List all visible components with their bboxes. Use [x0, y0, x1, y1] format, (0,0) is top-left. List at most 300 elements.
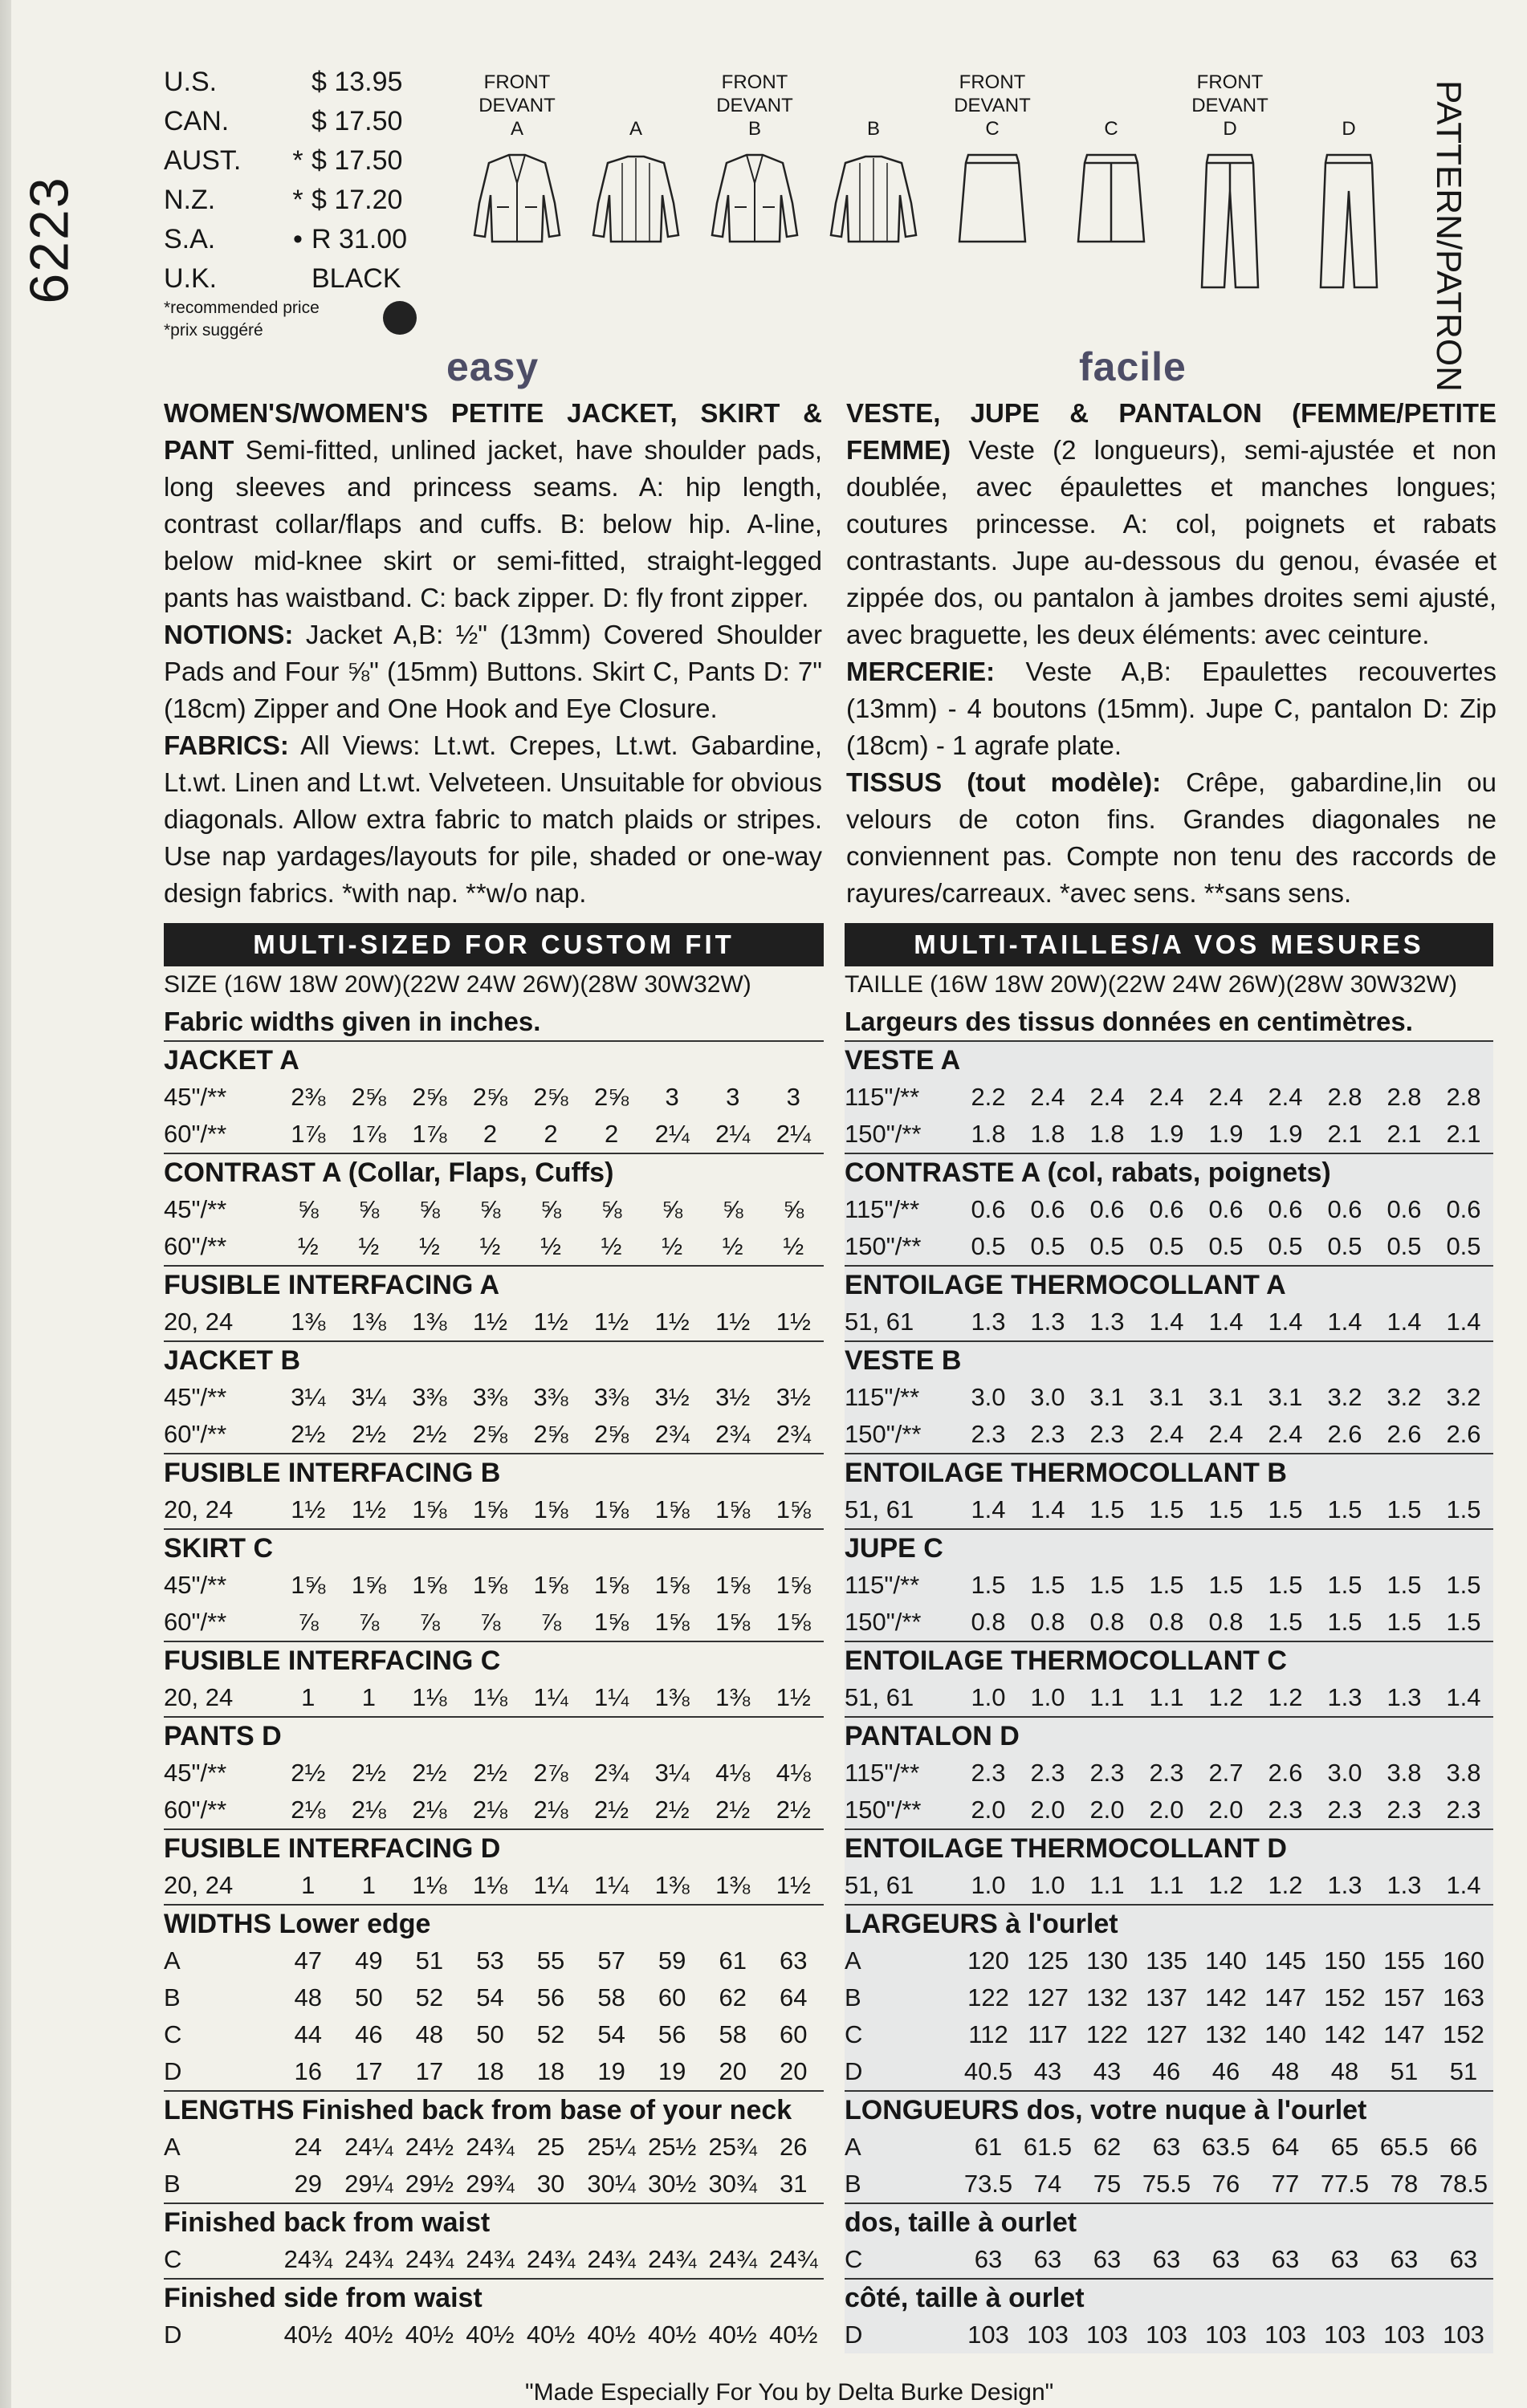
- description-french: [846, 395, 1496, 912]
- table-cell: 73.5: [963, 2170, 1013, 2198]
- table-cell: 2.0: [1030, 1796, 1065, 1824]
- table-cell: 1.3: [1089, 1308, 1125, 1336]
- table-cell: 2.3: [1149, 1759, 1184, 1787]
- table-cell: 1.5: [1387, 1495, 1422, 1523]
- table-cell: 1⅞: [291, 1120, 326, 1148]
- table-cell: 1.3: [1387, 1871, 1422, 1899]
- table-row: [845, 1867, 1493, 1904]
- row-label: 51, 61: [845, 1495, 914, 1523]
- table-cell: 2½: [472, 1759, 508, 1787]
- table-row: [164, 1228, 824, 1265]
- row-label: 45"/**: [164, 1083, 227, 1111]
- fabrics-text: All Views: Lt.wt. Crepes, Lt.wt. Gabardine, Lt.wt. Linen and Lt.wt. Velveteen. Unsuitable for obvious diagonals. Allow extra fabric to match plaids or stripes. Use nap yardages/layouts for pile, shaded or one-way design fabrics. *with nap. **w/o nap.: [164, 730, 823, 908]
- garment-view-c: [1055, 117, 1167, 247]
- table-cell: 2⅝: [594, 1420, 629, 1448]
- garment-view-b: [817, 117, 930, 247]
- table-cell: 1⅜: [654, 1871, 690, 1899]
- table-cell: 3¼: [654, 1759, 690, 1787]
- table-cell: 1.1: [1149, 1683, 1184, 1711]
- table-cell: 1½: [715, 1308, 751, 1336]
- table-cell: 24¾: [708, 2245, 757, 2273]
- table-cell: 57: [597, 1946, 625, 1975]
- table-section: [845, 2278, 1493, 2353]
- table-section: [164, 1716, 824, 1828]
- table-cell: 1⅞: [412, 1120, 447, 1148]
- table-cell: 75: [1093, 2170, 1122, 2198]
- description-body: Semi-fitted, unlined jacket, have shoulder pads, long sleeves and princess seams. A: hip length, contrast collar/flaps and cuffs. B: below hip. A-line, below mid-knee skirt or semi-fitted, straight-legged pants has waistband. C: back zipper. D: fly front zipper.: [164, 435, 823, 612]
- table-cell: 2⅝: [412, 1083, 447, 1111]
- table-cell: 1⅞: [351, 1120, 386, 1148]
- section-title: WIDTHS Lower edge: [164, 1904, 824, 1942]
- table-cell: 48: [1271, 2057, 1300, 2085]
- table-cell: 135: [1146, 1946, 1187, 1975]
- price-marker: [284, 102, 312, 141]
- table-row: [845, 1942, 1493, 1979]
- table-cell: 103: [1146, 2321, 1187, 2349]
- table-cell: 1.4: [1387, 1308, 1422, 1336]
- table-cell: 2⅛: [472, 1796, 508, 1824]
- row-label: 45"/**: [164, 1759, 227, 1787]
- table-cell: 3½: [715, 1383, 751, 1411]
- section-title: dos, taille à ourlet: [845, 2203, 1493, 2241]
- table-cell: 2: [544, 1120, 558, 1148]
- price-country: U.S.: [164, 67, 218, 97]
- table-row: [164, 1191, 824, 1228]
- table-cell: 3¼: [351, 1383, 386, 1411]
- table-cell: 1.8: [1030, 1120, 1065, 1148]
- table-cell: 1: [361, 1871, 376, 1899]
- table-cell: 24¾: [769, 2245, 818, 2273]
- jacket-front-icon: [702, 147, 807, 247]
- row-label: 150"/**: [845, 1232, 922, 1260]
- table-cell: ⅝: [297, 1195, 319, 1223]
- row-label: 45"/**: [164, 1195, 227, 1223]
- table-banner-fr: MULTI-TAILLES/A VOS MESURES: [845, 923, 1493, 966]
- table-row: [164, 1979, 824, 2016]
- price-country: CAN.: [164, 106, 230, 136]
- table-cell: 50: [355, 1983, 383, 2011]
- table-cell: 26: [780, 2133, 808, 2161]
- row-label: C: [164, 2245, 182, 2273]
- table-row: [845, 1379, 1493, 1416]
- table-cell: 1.4: [1446, 1683, 1481, 1711]
- table-cell: 2.3: [1030, 1420, 1065, 1448]
- table-row: [164, 1792, 824, 1828]
- section-title: ENTOILAGE THERMOCOLLANT C: [845, 1641, 1493, 1679]
- table-cell: 40½: [344, 2321, 393, 2349]
- view-label-line: DEVANT: [1191, 95, 1268, 116]
- table-cell: 3½: [654, 1383, 690, 1411]
- table-cell: 0.6: [1446, 1195, 1481, 1223]
- table-row: [164, 1567, 824, 1604]
- table-cell: 40½: [769, 2321, 818, 2349]
- table-cell: 127: [1146, 2020, 1187, 2048]
- table-row: [845, 1116, 1493, 1153]
- table-cell: 56: [536, 1983, 565, 2011]
- table-row: [164, 2241, 824, 2278]
- table-cell: 2.6: [1387, 1420, 1422, 1448]
- table-cell: 58: [719, 2020, 747, 2048]
- table-cell: 20: [719, 2057, 747, 2085]
- table-cell: 1.4: [1268, 1308, 1303, 1336]
- table-row: [164, 1379, 824, 1416]
- table-cell: 1⅜: [412, 1308, 447, 1336]
- table-section: [164, 2203, 824, 2278]
- table-cell: 2⅝: [472, 1420, 508, 1448]
- table-cell: 140: [1264, 2020, 1306, 2048]
- table-cell: 1.9: [1149, 1120, 1184, 1148]
- row-label: D: [845, 2321, 863, 2349]
- description-paragraph-fr: [846, 395, 1496, 653]
- table-cell: 30½: [647, 2170, 697, 2198]
- table-cell: 1½: [654, 1308, 690, 1336]
- table-cell: ½: [662, 1232, 683, 1260]
- table-cell: 25: [536, 2133, 565, 2161]
- price-row: [164, 102, 432, 141]
- price-marker: *: [292, 185, 303, 215]
- section-title: JUPE C: [845, 1528, 1493, 1567]
- table-cell: 0.5: [1387, 1232, 1422, 1260]
- table-cell: 3¼: [291, 1383, 326, 1411]
- fabrics-paragraph-fr: [846, 764, 1496, 912]
- table-cell: 0.6: [1149, 1195, 1184, 1223]
- table-cell: 103: [1264, 2321, 1306, 2349]
- table-row: [845, 2016, 1493, 2053]
- table-cell: 1⅜: [715, 1871, 751, 1899]
- table-cell: 63: [1390, 2245, 1419, 2273]
- table-cell: 2.3: [1089, 1420, 1125, 1448]
- table-cell: 19: [597, 2057, 625, 2085]
- table-cell: 0.6: [1268, 1195, 1303, 1223]
- garment-view-d: [1174, 71, 1286, 295]
- pattern-label: PATTERN/PATRON: [1429, 80, 1468, 392]
- table-cell: 1.3: [1030, 1308, 1065, 1336]
- section-title: VESTE A: [845, 1040, 1493, 1079]
- table-cell: 1: [361, 1683, 376, 1711]
- table-cell: 40½: [708, 2321, 757, 2349]
- table-cell: 1.2: [1268, 1871, 1303, 1899]
- table-cell: 152: [1324, 1983, 1366, 2011]
- view-label-line: DEVANT: [478, 95, 556, 116]
- table-cell: 65.5: [1379, 2133, 1429, 2161]
- table-cell: 30: [536, 2170, 565, 2198]
- table-cell: 3: [726, 1083, 740, 1111]
- yardage-table-french: [845, 923, 1493, 2353]
- row-label: 115"/**: [845, 1195, 920, 1223]
- table-cell: 2¾: [776, 1420, 811, 1448]
- view-label-line: FRONT: [1196, 71, 1264, 93]
- table-cell: 2¼: [715, 1120, 751, 1148]
- description-paragraph: [164, 395, 822, 616]
- table-cell: 25¾: [708, 2133, 757, 2161]
- table-cell: 29¾: [466, 2170, 515, 2198]
- table-cell: 1¼: [594, 1871, 629, 1899]
- section-title: PANTALON D: [845, 1716, 1493, 1755]
- table-cell: 1.5: [1208, 1495, 1244, 1523]
- table-cell: 2.6: [1446, 1420, 1481, 1448]
- table-cell: 62: [719, 1983, 747, 2011]
- table-row: [164, 2129, 824, 2166]
- table-cell: 2½: [291, 1759, 326, 1787]
- table-cell: 3.0: [971, 1383, 1006, 1411]
- table-cell: 29¼: [344, 2170, 393, 2198]
- table-cell: 17: [415, 2057, 444, 2085]
- table-cell: 3⅜: [533, 1383, 568, 1411]
- table-cell: 2⅝: [351, 1083, 386, 1111]
- table-section: [845, 2203, 1493, 2278]
- table-cell: 24¾: [466, 2245, 515, 2273]
- table-cell: 3⅜: [594, 1383, 629, 1411]
- yardage-table-english: [164, 923, 824, 2353]
- table-section: [845, 1716, 1493, 1828]
- jacket-back-icon: [821, 147, 926, 247]
- table-cell: 44: [294, 2020, 323, 2048]
- table-cell: 47: [294, 1946, 323, 1975]
- table-cell: 160: [1443, 1946, 1484, 1975]
- table-cell: 63: [1152, 2245, 1181, 2273]
- section-title: Finished side from waist: [164, 2278, 824, 2316]
- table-cell: 43: [1033, 2057, 1062, 2085]
- table-cell: 2.4: [1149, 1420, 1184, 1448]
- table-cell: 1⅛: [472, 1871, 508, 1899]
- table-cell: 0.5: [1149, 1232, 1184, 1260]
- table-cell: 63: [1211, 2245, 1240, 2273]
- table-cell: 30¼: [587, 2170, 636, 2198]
- table-cell: 25½: [647, 2133, 697, 2161]
- table-cell: 1.5: [1446, 1495, 1481, 1523]
- table-cell: 24¾: [344, 2245, 393, 2273]
- table-cell: 1⅝: [412, 1571, 447, 1599]
- table-cell: 1.0: [1030, 1683, 1065, 1711]
- table-cell: 103: [1205, 2321, 1247, 2349]
- fabrics-paragraph: [164, 727, 822, 912]
- table-cell: 0.5: [1089, 1232, 1125, 1260]
- table-cell: 1.4: [1446, 1308, 1481, 1336]
- table-cell: 1½: [351, 1495, 386, 1523]
- table-cell: 2.6: [1268, 1759, 1303, 1787]
- table-cell: 2¼: [776, 1120, 811, 1148]
- price-country: N.Z.: [164, 185, 216, 215]
- table-cell: 63: [1271, 2245, 1300, 2273]
- table-cell: 30¾: [708, 2170, 757, 2198]
- table-cell: 4⅛: [715, 1759, 751, 1787]
- table-cell: 2.0: [1089, 1796, 1125, 1824]
- description-title-fr: VESTE, JUPE & PANTALON (FEMME/PETITE FEMME): [846, 398, 1496, 465]
- table-cell: 140: [1205, 1946, 1247, 1975]
- table-cell: 0.8: [971, 1608, 1006, 1636]
- table-cell: 31: [780, 2170, 808, 2198]
- garment-view-d: [1293, 117, 1405, 295]
- table-cell: 1.5: [1268, 1495, 1303, 1523]
- table-cell: 0.6: [1089, 1195, 1125, 1223]
- price-note-en: *recommended price: [164, 299, 320, 317]
- table-cell: 3.1: [1268, 1383, 1303, 1411]
- table-cell: 3.2: [1327, 1383, 1362, 1411]
- notions-text-fr: Veste A,B: Epaulettes recouvertes (13mm) - 4 boutons (15mm). Jupe C, pantalon D: Zip (18cm) - 1 agrafe plate.: [846, 657, 1496, 760]
- table-cell: 152: [1443, 2020, 1484, 2048]
- table-cell: 1⅝: [533, 1571, 568, 1599]
- table-cell: 1: [301, 1683, 316, 1711]
- table-cell: 2⅝: [594, 1083, 629, 1111]
- table-cell: 20: [780, 2057, 808, 2085]
- table-cell: 63.5: [1201, 2133, 1251, 2161]
- table-cell: 1⅜: [291, 1308, 326, 1336]
- table-cell: 2.8: [1387, 1083, 1422, 1111]
- table-row: [164, 1116, 824, 1153]
- table-cell: 1.4: [1030, 1495, 1065, 1523]
- table-cell: 24: [294, 2133, 323, 2161]
- table-cell: 48: [1330, 2057, 1359, 2085]
- table-cell: 125: [1027, 1946, 1069, 1975]
- table-cell: 0.6: [971, 1195, 1006, 1223]
- table-cell: 1.5: [1446, 1571, 1481, 1599]
- table-cell: ⅞: [358, 1608, 380, 1636]
- row-label: 150"/**: [845, 1796, 922, 1824]
- table-cell: 17: [355, 2057, 383, 2085]
- view-letter: B: [866, 118, 880, 140]
- row-label: 150"/**: [845, 1608, 922, 1636]
- row-label: D: [164, 2321, 182, 2349]
- table-cell: 46: [1152, 2057, 1181, 2085]
- section-title: Finished back from waist: [164, 2203, 824, 2241]
- table-sections-fr: [845, 1040, 1493, 2353]
- table-row: [164, 2016, 824, 2053]
- table-cell: 2.3: [1387, 1796, 1422, 1824]
- table-cell: 2.3: [1446, 1796, 1481, 1824]
- table-cell: 2⅝: [533, 1083, 568, 1111]
- table-section: [164, 1453, 824, 1528]
- table-cell: 24¾: [587, 2245, 636, 2273]
- table-cell: 54: [597, 2020, 625, 2048]
- table-row: [164, 1416, 824, 1453]
- row-label: 150"/**: [845, 1120, 922, 1148]
- table-cell: 40½: [526, 2321, 576, 2349]
- table-cell: 1.3: [971, 1308, 1006, 1336]
- table-section: [164, 2278, 824, 2353]
- section-title: JACKET B: [164, 1340, 824, 1379]
- table-cell: ½: [783, 1232, 804, 1260]
- table-cell: 63: [1330, 2245, 1359, 2273]
- table-cell: 2⅝: [533, 1420, 568, 1448]
- table-cell: 0.8: [1149, 1608, 1184, 1636]
- table-cell: 64: [780, 1983, 808, 2011]
- table-cell: 1⅜: [351, 1308, 386, 1336]
- table-cell: 1⅝: [776, 1571, 811, 1599]
- table-cell: 1¼: [594, 1683, 629, 1711]
- table-section: [845, 1641, 1493, 1716]
- table-cell: 2½: [351, 1420, 386, 1448]
- table-cell: 0.6: [1208, 1195, 1244, 1223]
- table-cell: 147: [1383, 2020, 1425, 2048]
- row-label: 20, 24: [164, 1683, 234, 1711]
- table-section: [845, 1340, 1493, 1453]
- table-cell: ⅞: [418, 1608, 440, 1636]
- table-cell: 78: [1390, 2170, 1419, 2198]
- table-cell: 75.5: [1142, 2170, 1191, 2198]
- table-cell: 40½: [587, 2321, 636, 2349]
- row-label: A: [845, 1946, 861, 1975]
- table-cell: 78.5: [1439, 2170, 1488, 2198]
- row-label: 115"/**: [845, 1083, 920, 1111]
- table-row: [164, 2166, 824, 2203]
- section-title: LONGUEURS dos, votre nuque à l'ourlet: [845, 2090, 1493, 2129]
- table-cell: 18: [536, 2057, 565, 2085]
- table-cell: 1.5: [1327, 1495, 1362, 1523]
- table-cell: 147: [1264, 1983, 1306, 2011]
- price-row: [164, 220, 432, 259]
- row-label: 51, 61: [845, 1683, 914, 1711]
- pattern-envelope-back: [11, 0, 1527, 2408]
- table-cell: 3.1: [1149, 1383, 1184, 1411]
- table-cell: 2.0: [1208, 1796, 1244, 1824]
- row-label: B: [164, 1983, 181, 2011]
- table-cell: 3⅜: [472, 1383, 508, 1411]
- table-cell: 1.4: [971, 1495, 1006, 1523]
- row-label: 45"/**: [164, 1383, 227, 1411]
- view-letter: D: [1223, 118, 1237, 140]
- fabrics-label: FABRICS:: [164, 730, 289, 760]
- table-cell: 24½: [405, 2133, 454, 2161]
- table-row: [845, 2166, 1493, 2203]
- table-cell: 0.6: [1030, 1195, 1065, 1223]
- table-cell: ⅞: [540, 1608, 561, 1636]
- table-cell: 2¾: [594, 1759, 629, 1787]
- row-label: 20, 24: [164, 1308, 234, 1336]
- table-cell: 29: [294, 2170, 323, 2198]
- section-title: SKIRT C: [164, 1528, 824, 1567]
- table-cell: 25¼: [587, 2133, 636, 2161]
- price-row: [164, 259, 432, 299]
- table-row: [164, 1304, 824, 1340]
- notions-label: NOTIONS:: [164, 620, 294, 649]
- table-cell: 63: [780, 1946, 808, 1975]
- table-cell: 2.3: [971, 1759, 1006, 1787]
- table-cell: 2.1: [1327, 1120, 1362, 1148]
- table-cell: 1½: [776, 1871, 811, 1899]
- table-cell: 1.5: [1446, 1608, 1481, 1636]
- table-cell: 0.5: [1446, 1232, 1481, 1260]
- table-cell: 1.3: [1327, 1871, 1362, 1899]
- table-row: [845, 1679, 1493, 1716]
- table-cell: ⅝: [601, 1195, 622, 1223]
- table-cell: 1.5: [1208, 1571, 1244, 1599]
- table-cell: 1.8: [971, 1120, 1006, 1148]
- row-label: 51, 61: [845, 1308, 914, 1336]
- table-cell: 2¼: [654, 1120, 690, 1148]
- table-cell: 61.5: [1023, 2133, 1073, 2161]
- table-cell: 142: [1205, 1983, 1247, 2011]
- price-note-fr: *prix suggéré: [164, 321, 263, 340]
- table-section: [164, 1528, 824, 1641]
- table-section: [845, 1453, 1493, 1528]
- garment-views: [461, 71, 1408, 311]
- table-cell: 1⅜: [654, 1683, 690, 1711]
- table-cell: 112: [968, 2020, 1008, 2048]
- table-cell: 1⅛: [412, 1871, 447, 1899]
- table-cell: 60: [658, 1983, 686, 2011]
- table-cell: 1½: [776, 1683, 811, 1711]
- section-title: FUSIBLE INTERFACING B: [164, 1453, 824, 1491]
- table-row: [845, 1228, 1493, 1265]
- table-cell: 24¼: [344, 2133, 393, 2161]
- description-english: [164, 395, 822, 912]
- table-cell: 3.1: [1089, 1383, 1125, 1411]
- table-cell: 60: [780, 2020, 808, 2048]
- table-cell: 2: [483, 1120, 498, 1148]
- table-cell: 132: [1086, 1983, 1128, 2011]
- table-cell: 1.9: [1208, 1120, 1244, 1148]
- table-cell: 1½: [291, 1495, 326, 1523]
